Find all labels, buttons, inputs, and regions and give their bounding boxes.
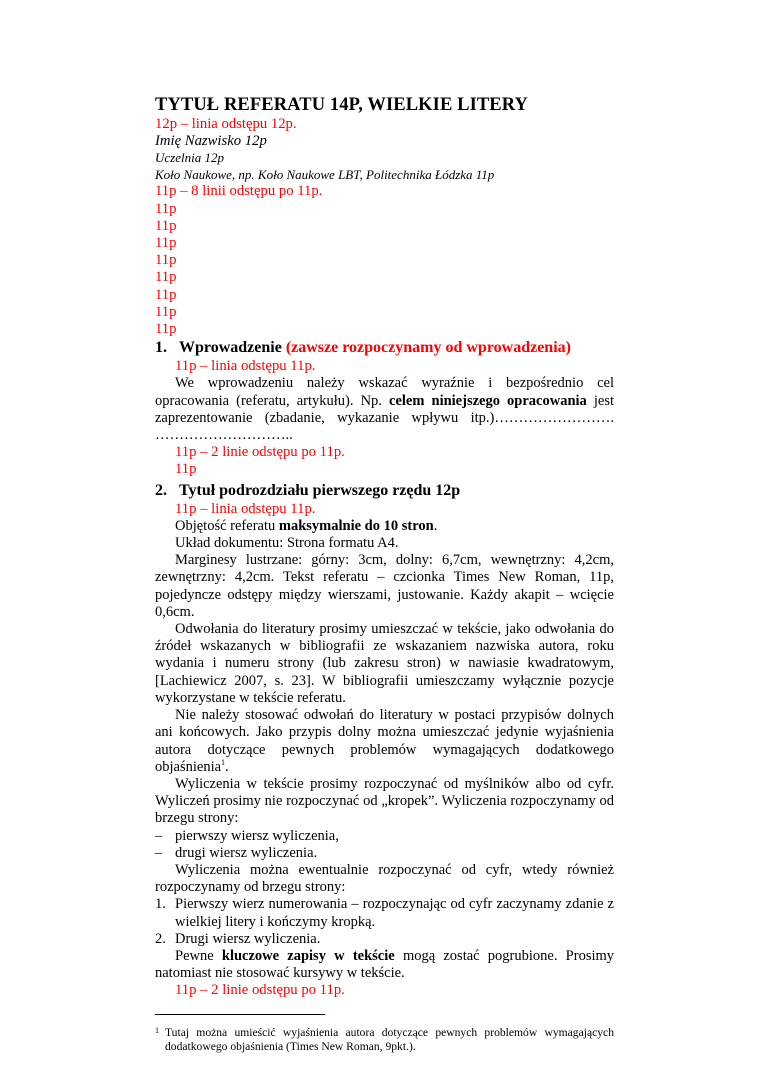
spacing-note: 11p – linia odstępu 11p. xyxy=(175,358,316,375)
text-run: mogą zostać pogrubione. Prosimy natomiast nie stosować kursywy w tekście. xyxy=(155,947,615,982)
dash-list-item xyxy=(155,845,614,862)
footnote-marker: 1 xyxy=(155,1026,159,1036)
paragraph xyxy=(155,948,614,982)
section-title: Wprowadzenie xyxy=(179,339,282,357)
text-run: Nie należy stosować odwołań do literatury w postaci przypisów dolnych ani końcowych. Jako przypis dolny można umieszczać jedynie wyjaśnienia autora dotyczące pewnych problemów wymagających dodatkowego objaśnienia xyxy=(155,707,614,775)
dash-marker: – xyxy=(155,827,163,844)
text-run: jest zaprezentowanie (zbadanie, wykazanie wpływu itp.)……………………. ……………………….. xyxy=(155,392,615,444)
footnote-ref[interactable]: 1 xyxy=(221,757,226,767)
paragraph: Wyliczenia w tekście prosimy rozpoczynać od myślników albo od cyfr. Wyliczeń prosimy nie rozpoczynać od „kropek”. Wyliczenia rozpoczynamy od brzegu strony: xyxy=(155,775,614,827)
text-run: . xyxy=(225,758,229,775)
spacing-note: 11p xyxy=(175,461,197,478)
spacing-line: 11p xyxy=(155,200,177,217)
spacing-note: 11p – linia odstępu 11p. xyxy=(175,500,316,517)
section-number: 2. xyxy=(155,481,167,499)
spacing-line: 11p xyxy=(155,303,177,320)
university: Uczelnia 12p xyxy=(155,150,224,166)
list-number: 2. xyxy=(155,930,166,947)
spacing-line: 11p xyxy=(155,286,177,303)
bold-run: maksymalnie do 10 stron xyxy=(278,517,434,534)
research-circle: Koło Naukowe, np. Koło Naukowe LBT, Politechnika Łódzka 11p xyxy=(155,166,495,182)
spacing-note: 11p – 2 linie odstępu po 11p. xyxy=(175,444,345,461)
text-run: . xyxy=(433,517,438,534)
bold-run: kluczowe zapisy w tekście xyxy=(221,947,395,964)
text-run: Pewne xyxy=(175,947,214,964)
footnote-text: Tutaj można umieścić wyjaśnienia autora dotyczące pewnych problemów wymagających dodatkowego objaśnienia (Times New Roman, 9pkt.). xyxy=(165,1026,614,1053)
spacing-note: 11p – 2 linie odstępu po 11p. xyxy=(175,982,345,999)
numbered-list-item xyxy=(155,896,614,930)
bold-run: celem niniejszego opracowania xyxy=(389,392,587,409)
paragraph xyxy=(155,707,614,776)
dash-marker: – xyxy=(155,844,163,861)
list-number: 1. xyxy=(155,896,166,913)
text-run: Objętość referatu xyxy=(175,517,276,534)
paragraph: Układ dokumentu: Strona formatu A4. xyxy=(175,535,399,552)
section-2-heading xyxy=(155,481,614,501)
paragraph xyxy=(155,518,614,535)
dash-list-item xyxy=(155,828,614,845)
spacing-line: 11p xyxy=(155,252,177,269)
document-page xyxy=(155,94,614,1065)
author-name: Imię Nazwisko 12p xyxy=(155,133,267,150)
paper-title: TYTUŁ REFERATU 14P, WIELKIE LITERY xyxy=(155,95,529,115)
spacing-line: 11p xyxy=(155,217,177,234)
spacing-note: 11p – 8 linii odstępu po 11p. xyxy=(155,183,323,200)
spacing-line: 11p xyxy=(155,321,177,338)
spacing-line: 11p xyxy=(155,269,177,286)
section-1-heading xyxy=(155,338,614,358)
numbered-list-item xyxy=(155,931,614,948)
intro-paragraph xyxy=(155,375,614,444)
section-title: Tytuł podrozdziału pierwszego rzędu 12p xyxy=(179,481,461,499)
list-item-text: Pierwszy wierz numerowania – rozpoczynając od cyfr zaczynamy zdanie z wielkiej litery i kończymy kropką. xyxy=(175,896,614,930)
spacing-line: 11p xyxy=(155,235,177,252)
list-item-text: pierwszy wiersz wyliczenia, xyxy=(175,827,339,844)
paragraph: Marginesy lustrzane: górny: 3cm, dolny: 6,7cm, wewnętrzny: 4,2cm, zewnętrzny: 4,2cm. Tekst referatu – czcionka Times New Roman, 11p, pojedyncze odstępy między wierszami, justowanie. Każdy akapit – wcięcie 0,6cm. xyxy=(155,552,614,620)
text-run: We wprowadzeniu należy wskazać wyraźnie i bezpośrednio cel opracowania (referatu, artykułu). Np. xyxy=(155,375,614,409)
section-title-note: (zawsze rozpoczynamy od wprowadzenia) xyxy=(285,339,571,357)
title-spacing-note: 12p – linia odstępu 12p. xyxy=(155,116,297,132)
spacing-lines xyxy=(155,201,614,339)
paragraph: Odwołania do literatury prosimy umieszczać w tekście, jako odwołania do źródeł wskazanych w bibliografii ze wskazaniem nazwiska autora, roku wydania i numeru strony (lub zakresu stron) w nawiasie kwadratowym, [Lachiewicz 2007, s. 23]. W bibliografii umieszczamy wyłącznie pozycje wykorzystane w tekście referatu. xyxy=(155,621,614,706)
section-number: 1. xyxy=(155,339,167,357)
footnote-separator xyxy=(155,1014,325,1015)
list-item-text: Drugi wiersz wyliczenia. xyxy=(175,930,321,947)
paragraph: Wyliczenia można ewentualnie rozpoczynać od cyfr, wtedy również rozpoczynamy od brzegu strony: xyxy=(155,861,614,896)
footnote xyxy=(155,1026,614,1053)
list-item-text: drugi wiersz wyliczenia. xyxy=(175,844,318,861)
